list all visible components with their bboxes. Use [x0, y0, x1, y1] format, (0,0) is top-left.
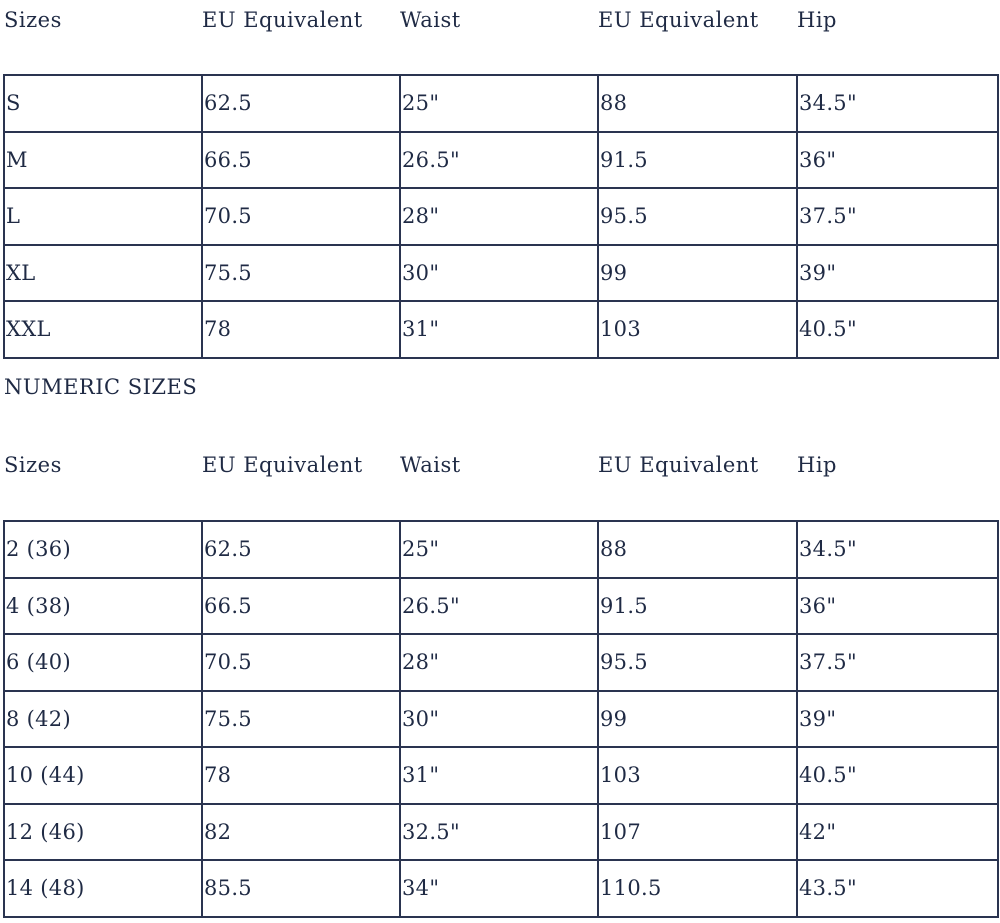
hip-cell: 39": [797, 691, 998, 748]
size-cell: S: [4, 75, 202, 132]
size-cell: 2 (36): [4, 521, 202, 578]
eu-hip-cell: 95.5: [598, 188, 797, 245]
eu-waist-cell: 70.5: [202, 634, 400, 691]
waist-cell: 31": [400, 301, 598, 358]
header-sizes: Sizes: [4, 453, 62, 477]
header-waist: Waist: [400, 8, 461, 32]
table-row: [4, 578, 998, 635]
size-cell: 8 (42): [4, 691, 202, 748]
size-cell: XXL: [4, 301, 202, 358]
waist-cell: 25": [400, 75, 598, 132]
hip-cell: 37.5": [797, 634, 998, 691]
eu-hip-cell: 99: [598, 245, 797, 302]
hip-cell: 40.5": [797, 747, 998, 804]
waist-cell: 32.5": [400, 804, 598, 861]
numeric-sizes-header: [0, 445, 1000, 485]
size-cell: 10 (44): [4, 747, 202, 804]
eu-hip-cell: 95.5: [598, 634, 797, 691]
eu-waist-cell: 62.5: [202, 521, 400, 578]
hip-cell: 42": [797, 804, 998, 861]
table-row: [4, 75, 998, 132]
table-row: [4, 521, 998, 578]
waist-cell: 26.5": [400, 132, 598, 189]
eu-waist-cell: 62.5: [202, 75, 400, 132]
eu-waist-cell: 75.5: [202, 691, 400, 748]
table-row: [4, 634, 998, 691]
eu-hip-cell: 103: [598, 747, 797, 804]
header-sizes: Sizes: [4, 8, 62, 32]
size-cell: 4 (38): [4, 578, 202, 635]
size-cell: XL: [4, 245, 202, 302]
size-cell: 14 (48): [4, 860, 202, 917]
table-row: [4, 188, 998, 245]
table-row: [4, 747, 998, 804]
waist-cell: 34": [400, 860, 598, 917]
size-cell: 12 (46): [4, 804, 202, 861]
header-hip: Hip: [797, 8, 837, 32]
eu-waist-cell: 78: [202, 747, 400, 804]
size-cell: L: [4, 188, 202, 245]
size-cell: M: [4, 132, 202, 189]
waist-cell: 31": [400, 747, 598, 804]
numeric-sizes-table: [3, 520, 999, 918]
numeric-sizes-title: NUMERIC SIZES: [4, 375, 198, 399]
waist-cell: 26.5": [400, 578, 598, 635]
header-hip: Hip: [797, 453, 837, 477]
header-waist: Waist: [400, 453, 461, 477]
hip-cell: 37.5": [797, 188, 998, 245]
header-eu-equivalent-hip: EU Equivalent: [598, 8, 759, 32]
hip-cell: 43.5": [797, 860, 998, 917]
hip-cell: 40.5": [797, 301, 998, 358]
eu-waist-cell: 75.5: [202, 245, 400, 302]
table-row: [4, 245, 998, 302]
hip-cell: 36": [797, 578, 998, 635]
waist-cell: 28": [400, 188, 598, 245]
eu-waist-cell: 66.5: [202, 132, 400, 189]
table-row: [4, 132, 998, 189]
hip-cell: 34.5": [797, 75, 998, 132]
eu-waist-cell: 70.5: [202, 188, 400, 245]
eu-hip-cell: 107: [598, 804, 797, 861]
header-eu-equivalent-waist: EU Equivalent: [202, 453, 363, 477]
table-row: [4, 691, 998, 748]
table-row: [4, 860, 998, 917]
eu-waist-cell: 85.5: [202, 860, 400, 917]
eu-hip-cell: 99: [598, 691, 797, 748]
eu-hip-cell: 103: [598, 301, 797, 358]
header-eu-equivalent-waist: EU Equivalent: [202, 8, 363, 32]
size-cell: 6 (40): [4, 634, 202, 691]
table-row: [4, 301, 998, 358]
eu-waist-cell: 66.5: [202, 578, 400, 635]
eu-hip-cell: 88: [598, 521, 797, 578]
waist-cell: 25": [400, 521, 598, 578]
eu-hip-cell: 91.5: [598, 132, 797, 189]
eu-waist-cell: 82: [202, 804, 400, 861]
letter-sizes-header: [0, 0, 1000, 40]
header-eu-equivalent-hip: EU Equivalent: [598, 453, 759, 477]
waist-cell: 28": [400, 634, 598, 691]
hip-cell: 36": [797, 132, 998, 189]
letter-sizes-table: [3, 74, 999, 359]
hip-cell: 34.5": [797, 521, 998, 578]
table-row: [4, 804, 998, 861]
eu-hip-cell: 110.5: [598, 860, 797, 917]
eu-waist-cell: 78: [202, 301, 400, 358]
waist-cell: 30": [400, 691, 598, 748]
hip-cell: 39": [797, 245, 998, 302]
eu-hip-cell: 91.5: [598, 578, 797, 635]
waist-cell: 30": [400, 245, 598, 302]
eu-hip-cell: 88: [598, 75, 797, 132]
